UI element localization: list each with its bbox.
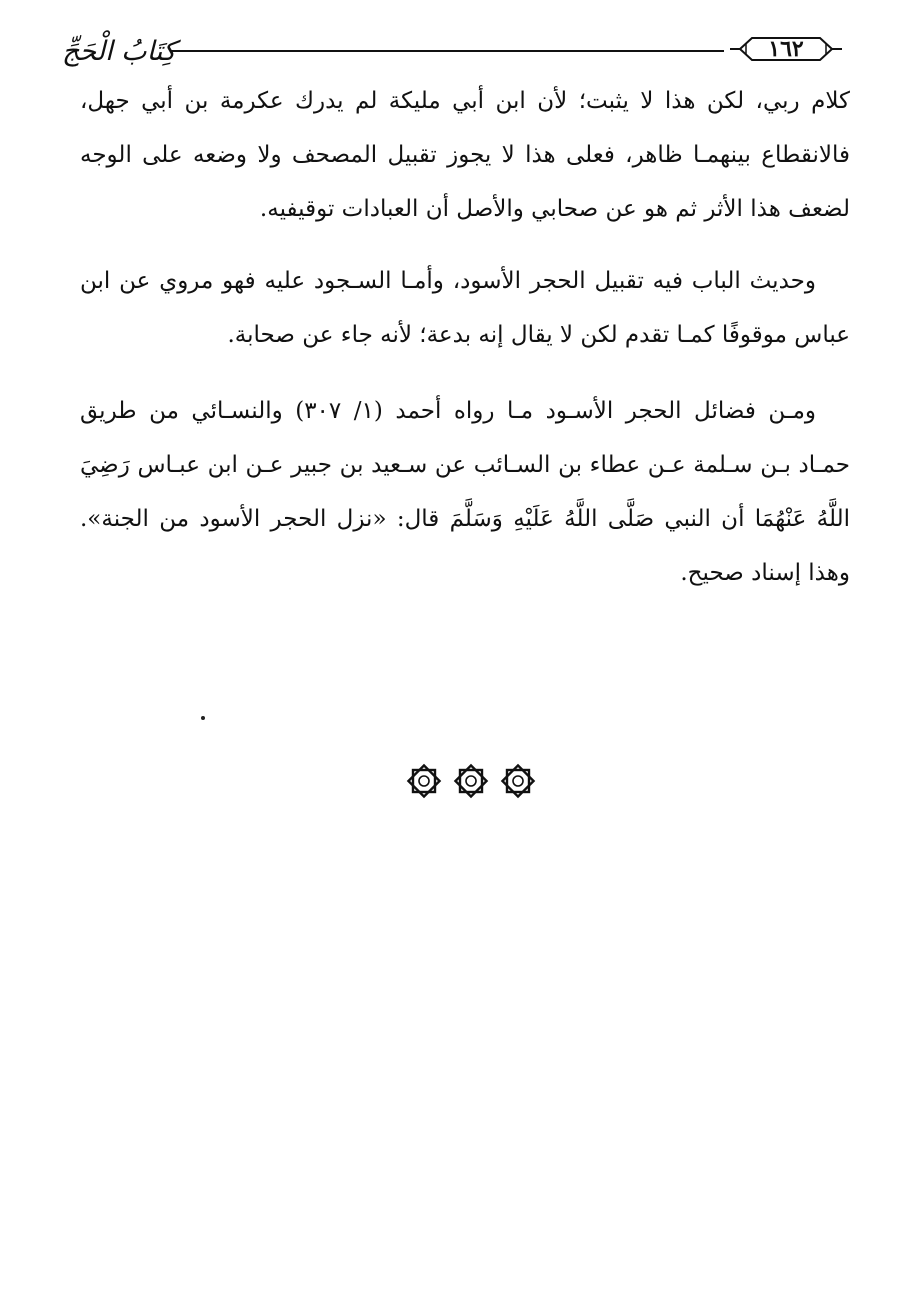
- paragraph: ومـن فضائل الحجر الأسـود مـا رواه أحمد (١/ ٣٠٧) والنسـائي من طريق حمـاد بـن سـلمة عـن عطاء بن السـائب عن سـعيد بن جبير عـن ابن عبـاس رَضِيَ اللَّهُ عَنْهُمَا أن النبي صَلَّى اللَّهُ عَلَيْهِ وَسَلَّمَ قال: «نزل الحجر الأسود من الجنة». وهذا إسناد صحيح.: [80, 398, 850, 586]
- page-number: ١٦٢: [768, 36, 804, 62]
- section-end-ornaments: [405, 762, 537, 802]
- eight-point-star-icon: [405, 762, 443, 800]
- eight-point-star-icon: [452, 762, 490, 800]
- header-rule: [170, 50, 724, 52]
- stray-dot: [201, 716, 205, 720]
- eight-point-star-icon: [499, 762, 537, 800]
- page-number-frame: [730, 34, 842, 64]
- page-body: [80, 74, 850, 622]
- paragraph: وحديث الباب فيه تقبيل الحجر الأسود، وأمـا السـجود عليه فهو مروي عن ابن عباس موقوفًا كمـا تقدم لكن لا يقال إنه بدعة؛ لأنه جاء عن صحابة.: [80, 268, 850, 348]
- paragraph: كلام ربي، لكن هذا لا يثبت؛ لأن ابن أبي مليكة لم يدرك عكرمة بن أبي جهل، فالانقطاع بينهمـا ظاهر، فعلى هذا لا يجوز تقبيل المصحف ولا وضعه على الوجه لضعف هذا الأثر ثم هو عن صحابي والأصل أن العبادات توقيفيه.: [80, 88, 850, 222]
- book-title: كِتَابُ الْحَجِّ: [62, 36, 176, 67]
- page-header: [62, 28, 842, 78]
